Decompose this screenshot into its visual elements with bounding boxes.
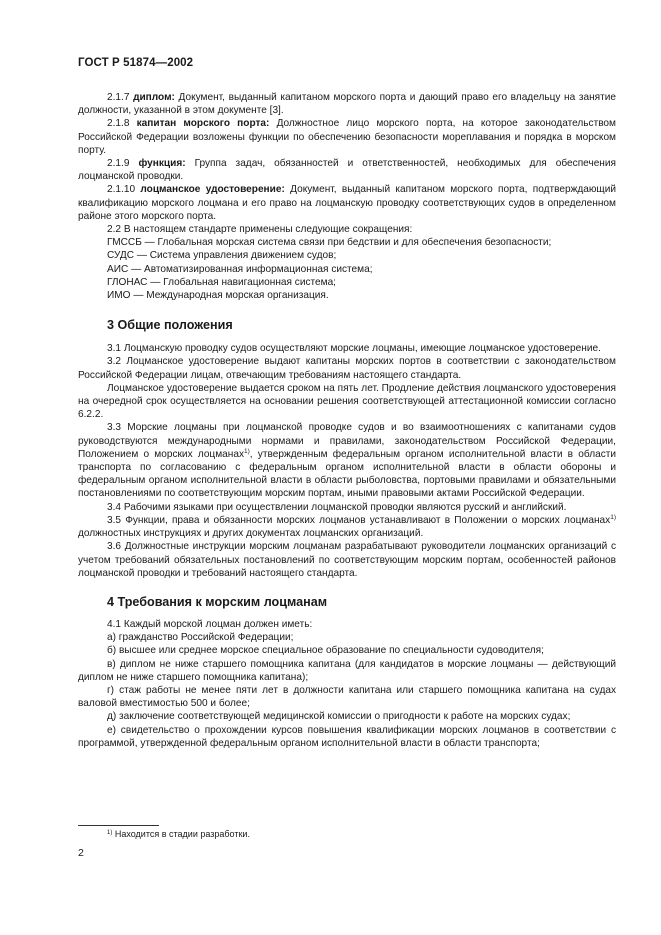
paragraph-3-4: 3.4 Рабочими языками при осуществлении лоцманской проводки являются русский и английский. <box>107 501 567 513</box>
standard-header: ГОСТ Р 51874—2002 <box>78 57 194 69</box>
page-number: 2 <box>78 847 84 859</box>
footnote <box>107 829 250 839</box>
abbreviations-intro: 2.2 В настоящем стандарте применены следующие сокращения: <box>107 224 413 236</box>
text-run: , утвержденным федеральным органом исполнительной власти в области транспорта по согласованию с федеральным органом исполнительной власти в области обороны и федеральным органом исполнительной власти в области рыболовства, портовыми правилами и обязательными постановлениями по соответствующим морским портам, иными правовыми актами Российской Федерации. <box>78 448 617 500</box>
requirement-item: д) заключение соответствующей медицинской комиссии о пригодности к работе на морских судах; <box>107 711 571 723</box>
definition-2-1-10 <box>78 183 616 223</box>
footnote-divider <box>78 825 159 826</box>
text-run: 3.5 Функции, права и обязанности морских лоцманов устанавливают в Положении о морских лоцманах <box>107 514 611 526</box>
paragraph-3-2: 3.2 Лоцманское удостоверение выдают капитаны морских портов в соответствии с законодательством Российской Федерации лицам, отвечающим требованиям настоящего стандарта. <box>78 356 616 381</box>
text-run: должностных инструкциях и других документах лоцманских организаций. <box>78 528 424 540</box>
def-text: Документ, выданный капитаном морского порта, подтверждающий квалификацию морского лоцмана и его право на лоцманскую проводку соответствующих судов в определенном районе этого морского порта. <box>78 184 616 222</box>
section-3-heading: 3 Общие положения <box>107 318 233 333</box>
def-term: функция: <box>138 158 186 170</box>
def-number: 2.1.7 <box>107 92 130 103</box>
abbreviation-item: СУДС — Система управления движением судов; <box>107 250 337 262</box>
paragraph-3-1: 3.1 Лоцманскую проводку судов осуществляют морские лоцманы, имеющие лоцманское удостоверение. <box>107 343 601 355</box>
page-content <box>78 91 616 750</box>
def-number: 2.1.9 <box>107 158 130 170</box>
def-text: Должностное лицо морского порта, на которое законодательством Российской Федерации возложены функции по обеспечению безопасности мореплавания и порядка в морском порту. <box>78 118 616 156</box>
def-term: диплом: <box>133 92 175 103</box>
paragraph-3-5 <box>78 514 616 540</box>
paragraph-3-2-cont: Лоцманское удостоверение выдается сроком на пять лет. Продление действия лоцманского удостоверения на очередной срок осуществляется на основании решения соответствующей аттестационной комиссии согласно 6.2.2. <box>78 382 616 421</box>
definition-2-1-8 <box>78 117 616 157</box>
requirement-item: 4.1 Каждый морской лоцман должен иметь: <box>107 618 313 630</box>
def-term: лоцманское удостоверение: <box>140 184 285 196</box>
text-run: 3.3 Морские лоцманы при лоцманской проводке судов и во взаимоотношениях с капитанами судов руководствуются международными нормами и правилами, законодательством Российской Федерации, Положением о морских лоцманах <box>78 422 616 460</box>
footnote-ref: 1) <box>244 447 250 455</box>
requirement-item: г) стаж работы не менее пяти лет в должности капитана или старшего помощника капитана на судах валовой вместимостью 500 и более; <box>78 684 616 710</box>
def-text: Группа задач, обязанностей и ответственностей, необходимых для обеспечения лоцманской проводки. <box>78 158 616 183</box>
definition-2-1-7 <box>78 91 616 117</box>
footnote-text: Находится в стадии разработки. <box>112 829 250 839</box>
abbreviation-item: ГЛОНАС — Глобальная навигационная система; <box>107 276 336 288</box>
footnote-ref: 1) <box>610 513 616 521</box>
definition-2-1-9 <box>78 157 616 183</box>
requirement-item: б) высшее или среднее морское специальное образование по специальности судоводителя; <box>107 645 544 657</box>
def-text: Документ, выданный капитаном морского порта и дающий право его владельцу на занятие должности, указанной в этом документе [3]. <box>78 92 616 117</box>
footnote-mark: 1) <box>107 830 113 836</box>
def-term: капитан морского порта: <box>136 118 270 130</box>
requirement-item: в) диплом не ниже старшего помощника капитана (для кандидатов в морские лоцманы — действующий диплом не ниже старшего помощника капитана); <box>78 658 616 683</box>
abbreviation-item: АИС — Автоматизированная информационная система; <box>107 263 373 275</box>
paragraph-3-6: 3.6 Должностные инструкции морским лоцманам разрабатывают руководители лоцманских организаций с учетом требований обязательных постановлений по соответствующим морским портам, особенностей районов лоцманской проводки и требований настоящего стандарта. <box>78 541 616 579</box>
requirement-item: е) свидетельство о прохождении курсов повышения квалификации морских лоцманов в соответствии с программой, утвержденной федеральным органом исполнительной власти в области транспорта; <box>78 724 616 749</box>
section-4-heading: 4 Требования к морским лоцманам <box>107 594 328 609</box>
requirement-item: а) гражданство Российской Федерации; <box>107 632 294 644</box>
abbreviation-item: ИМО — Международная морская организация. <box>107 290 329 302</box>
paragraph-3-3 <box>78 421 616 500</box>
def-number: 2.1.8 <box>107 118 130 130</box>
def-number: 2.1.10 <box>107 184 136 196</box>
abbreviation-item: ГМССБ — Глобальная морская система связи при бедствии и для обеспечения безопасности; <box>107 237 552 249</box>
